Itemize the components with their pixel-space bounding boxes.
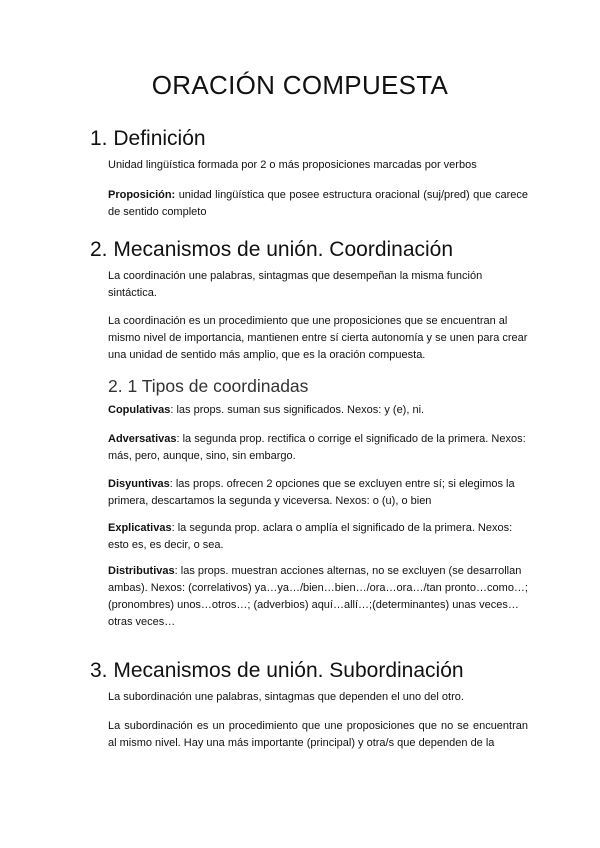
section-heading-subordinacion: 3. Mecanismos de unión. Subordinación xyxy=(90,659,464,682)
section-heading-coordinacion: 2. Mecanismos de unión. Coordinación xyxy=(90,238,454,261)
subsection-heading-tipos: 2. 1 Tipos de coordinadas xyxy=(108,376,309,396)
coord-text: : la segunda prop. aclara o amplía el significado de la primera. Nexos: esto es, es decir, o sea. xyxy=(108,522,513,551)
subordination-paragraph-1 xyxy=(108,689,528,706)
proposition-term: Proposición: xyxy=(108,189,176,201)
coord-item-adversativas xyxy=(108,431,528,465)
coordination-text-1: La coordinación une palabras, sintagmas que desempeñan la misma función sintáctica. xyxy=(108,270,483,299)
definition-text: Unidad lingüística formada por 2 o más proposiciones marcadas por verbos xyxy=(108,159,477,171)
coord-item-explicativas xyxy=(108,520,528,554)
coordination-paragraph-2 xyxy=(108,313,528,364)
coord-term: Disyuntivas xyxy=(108,478,170,490)
page-title: ORACIÓN COMPUESTA xyxy=(151,70,449,100)
coordination-text-2: La coordinación es un procedimiento que une proposiciones que se encuentran al mismo nivel de importancia, mantienen entre sí cierta autonomía y se unen para crear una unidad de sentido más amplio, que es la oración compuesta. xyxy=(108,315,528,361)
coord-item-distributivas xyxy=(108,563,528,631)
coord-item-disyuntivas xyxy=(108,476,528,510)
coord-term: Adversativas xyxy=(108,433,177,445)
coord-text: : la segunda prop. rectifica o corrige el significado de la primera. Nexos: más, pero, aunque, sino, sin embargo. xyxy=(108,433,526,462)
coord-text: : las props. muestran acciones alternas, no se excluyen (se desarrollan ambas). Nexos: (correlativos) ya…ya…/bien…bien…/ora…ora…/tan pronto…como…; (pronombres) unos…otros…; (adverbios) aquí…allí…;(determinantes) unas veces…otras veces… xyxy=(108,565,528,628)
coordination-paragraph-1 xyxy=(108,268,528,302)
section-heading-definicion: 1. Definición xyxy=(90,127,206,150)
subordination-paragraph-2 xyxy=(108,718,528,752)
definition-paragraph xyxy=(108,157,528,174)
coord-term: Explicativas xyxy=(108,522,172,534)
coord-term: Copulativas xyxy=(108,404,171,416)
coord-term: Distributivas xyxy=(108,565,175,577)
subordination-text-1: La subordinación une palabras, sintagmas que dependen el uno del otro. xyxy=(108,691,464,703)
subordination-text-2: La subordinación es un procedimiento que une proposiciones que no se encuentran al mismo nivel. Hay una más importante (principal) y otra/s que dependen de la xyxy=(108,720,528,749)
proposition-paragraph xyxy=(108,187,528,221)
coord-item-copulativas xyxy=(108,402,528,419)
coord-text: : las props. ofrecen 2 opciones que se excluyen entre sí; si elegimos la primera, descartamos la segunda y viceversa. Nexos: o (u), o bien xyxy=(108,478,515,507)
proposition-text: unidad lingüística que posee estructura oracional (suj/pred) que carece de sentido completo xyxy=(108,189,528,218)
coord-text: : las props. suman sus significados. Nexos: y (e), ni. xyxy=(170,404,425,416)
